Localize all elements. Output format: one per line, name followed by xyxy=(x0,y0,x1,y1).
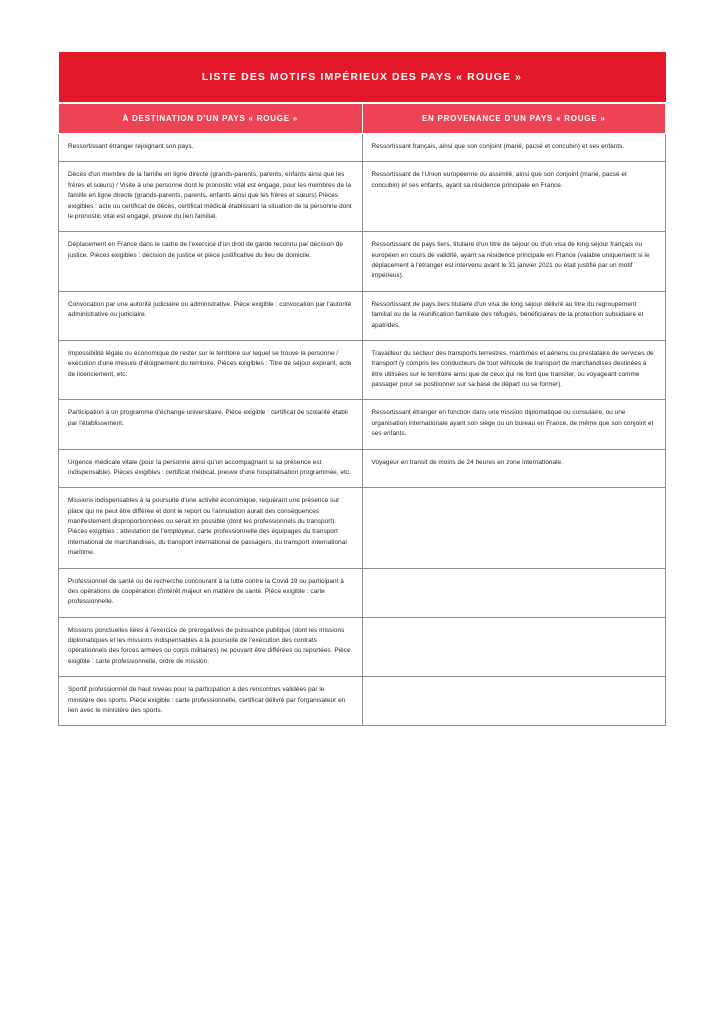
table-row xyxy=(59,232,666,292)
table-row xyxy=(59,677,666,726)
cell-destination: Missions indispensables à la poursuite d'une activité économique, requérant une présence sur place qui ne peut être différée et dont le report ou l'annulation aurait des conséquences manifestement disproportionnées ou serait im possible (dont les professionnels du transport). Pièces exigibles : attestation de l'employeur, carte professionnelle des équipages du transport international de marchandises, du transport international de passagers, du transport international maritime. xyxy=(59,488,363,568)
cell-provenance xyxy=(362,488,666,568)
cell-provenance: Ressortissant français, ainsi que son conjoint (marié, pacsé et concubin) et ses enfants. xyxy=(362,134,666,162)
cell-destination: Ressortissant étranger rejoignant son pays. xyxy=(59,134,363,162)
cell-destination: Sportif professionnel de haut niveau pour la participation à des rencontres validées par le ministère des sports. Pièce exigible : carte professionnelle, certificat délivré par l'organisateur en lien avec le ministère des sports. xyxy=(59,677,363,726)
table-row xyxy=(59,568,666,617)
page-title: LISTE DES MOTIFS IMPÉRIEUX DES PAYS « ROUGE » xyxy=(59,52,666,103)
cell-provenance xyxy=(362,617,666,677)
table-row xyxy=(59,162,666,232)
table-row xyxy=(59,400,666,449)
table-row xyxy=(59,340,666,400)
cell-destination: Urgence médicale vitale (pour la personne ainsi qu'un accompagnant si sa présence est indispensable). Pièces exigibles : certificat médical, preuve d'une hospitalisation programmée, etc. xyxy=(59,449,363,488)
cell-destination: Missions ponctuelles liées à l'exercice de prérogatives de puissance publique (dont les missions diplomatiques et les missions indispensables à la poursuite de l'exécution des contrats opérationnels des forces armées ou corps militaires) ne pouvant être différées ou reportées. Pièce exigible : carte professionnelle, ordre de mission. xyxy=(59,617,363,677)
cell-destination: Participation à un programme d'échange universitaire. Pièce exigible : certificat de scolarité établi par l'établissement. xyxy=(59,400,363,449)
table-row xyxy=(59,449,666,488)
cell-destination: Décès d'un membre de la famille en ligne directe (grands-parents, parents, enfants ainsi que les frères et sœurs) / Visite à une personne dont le pronostic vital est engagé, pour les membres de la famille en ligne directe (grands-parents, parents, enfants ainsi que les frères et sœurs) Pièces exigibles : acte ou certificat de décès, certificat médical établissant la situation de la personne dont le pronostic vital est engagé, preuve du lien familial. xyxy=(59,162,363,232)
column-header-provenance: EN PROVENANCE D'UN PAYS « ROUGE » xyxy=(362,103,666,134)
cell-destination: Déplacement en France dans le cadre de l'exercice d'un droit de garde reconnu par décision de justice. Pièces exigibles : décision de justice et pièce justificative du lieu de domicile. xyxy=(59,232,363,292)
cell-provenance xyxy=(362,677,666,726)
cell-provenance: Ressortissant étranger en fonction dans une mission diplomatique ou consulaire, ou une organisation internationale ayant son siège ou un bureau en France, de même que son conjoint et ses enfants. xyxy=(362,400,666,449)
cell-destination: Convocation par une autorité judiciaire ou administrative. Pièce exigible : convocation par l'autorité administrative ou judiciaire. xyxy=(59,291,363,340)
cell-provenance: Voyageur en transit de moins de 24 heures en zone internationale. xyxy=(362,449,666,488)
table-title-row xyxy=(59,52,666,103)
table-row xyxy=(59,134,666,162)
table-header-row xyxy=(59,103,666,134)
motifs-imperieux-table xyxy=(58,52,666,726)
cell-destination: Impossibilité légale ou économique de rester sur le territoire sur lequel se trouve la personne / exécution d'une mesure d'éloignement du territoire. Pièces exigibles : Titre de séjour expirant, acte de licenciement, etc. xyxy=(59,340,363,400)
cell-provenance: Ressortissant de pays tiers, titulaire d'un titre de séjour ou d'un visa de long séjour français ou européen en cours de validité, ayant sa résidence principale en France (valable uniquement si le déplacement à l'étranger est intervenu avant le 31 janvier 2021 ou était justifié par un motif impérieux). xyxy=(362,232,666,292)
cell-provenance: Ressortissant de pays tiers titulaire d'un visa de long séjour délivré au titre du regroupement familial ou de la réunification familiale des réfugiés, bénéficiaires de la protection subsidiaire et apatrides. xyxy=(362,291,666,340)
table-row xyxy=(59,488,666,568)
column-header-destination: À DESTINATION D'UN PAYS « ROUGE » xyxy=(59,103,363,134)
cell-destination: Professionnel de santé ou de recherche concourant à la lutte contre la Covid 19 ou participant à des opérations de coopération d'intérêt majeur en matière de santé. Pièce exigible : carte professionnelle. xyxy=(59,568,363,617)
cell-provenance: Ressortissant de l'Union européenne ou assimilé, ainsi que son conjoint (marié, pacsé et concubin) et ses enfants, ayant sa résidence principale en France. xyxy=(362,162,666,232)
table-body xyxy=(59,52,666,726)
table-row xyxy=(59,617,666,677)
cell-provenance: Travailleur du secteur des transports terrestres, maritimes et aériens ou prestataire de services de transport (y compris les conducteurs de tout véhicule de transport de marchandises destinées à être utilisées sur le territoire ainsi que de ceux qui ne font que transiter, ou voyageant comme passager pour se positionner sur sa base de départ ou se former). xyxy=(362,340,666,400)
table-row xyxy=(59,291,666,340)
cell-provenance xyxy=(362,568,666,617)
